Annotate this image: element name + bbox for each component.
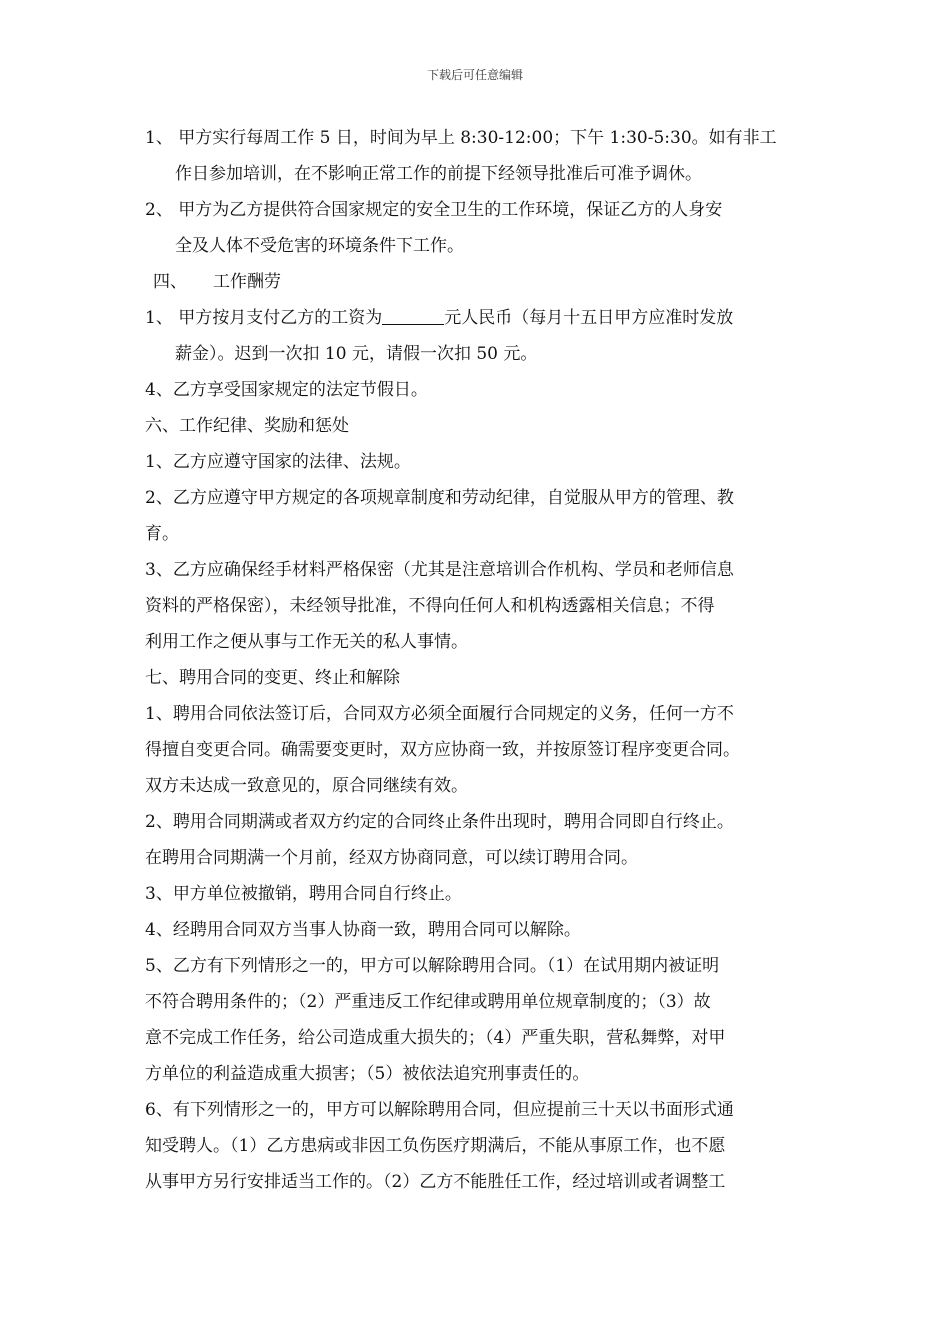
- paragraph-line: 方单位的利益造成重大损害；（5）被依法追究刑事责任的。: [145, 1064, 590, 1084]
- salary-blank-underline: [382, 306, 444, 325]
- paragraph-line: 全及人体不受危害的环境条件下工作。: [175, 236, 464, 256]
- paragraph-line: 3、甲方单位被撤销，聘用合同自行终止。: [145, 884, 462, 904]
- paragraph-line: 薪金）。迟到一次扣 10 元，请假一次扣 50 元。: [175, 344, 538, 364]
- salary-text-before: 1、 甲方按月支付乙方的工资为: [145, 308, 383, 328]
- paragraph-line: 3、乙方应确保经手材料严格保密（尤其是注意培训合作机构、学员和老师信息: [145, 560, 734, 580]
- paragraph-line: 1、乙方应遵守国家的法律、法规。: [145, 452, 411, 472]
- section-heading: 七、聘用合同的变更、终止和解除: [145, 668, 400, 688]
- page-header: 下载后可任意编辑: [426, 68, 523, 82]
- paragraph-line: 资料的严格保密），未经领导批准，不得向任何人和机构透露相关信息；不得: [145, 596, 715, 616]
- paragraph-line: 1、 甲方实行每周工作 5 日，时间为早上 8:30-12:00；下午 1:30-5:30。如有非工: [145, 128, 777, 148]
- paragraph-line: 4、经聘用合同双方当事人协商一致，聘用合同可以解除。: [145, 920, 581, 940]
- paragraph-line: [145, 300, 825, 336]
- paragraph-line: 6、有下列情形之一的，甲方可以解除聘用合同，但应提前三十天以书面形式通: [145, 1100, 734, 1120]
- paragraph-line: 在聘用合同期满一个月前，经双方协商同意，可以续订聘用合同。: [145, 848, 638, 868]
- paragraph-line: 2、聘用合同期满或者双方约定的合同终止条件出现时，聘用合同即自行终止。: [145, 812, 734, 832]
- section-heading: 六、工作纪律、奖励和惩处: [145, 416, 349, 436]
- paragraph-line: 2、 甲方为乙方提供符合国家规定的安全卫生的工作环境，保证乙方的人身安: [145, 200, 723, 220]
- section-heading: [145, 264, 825, 300]
- paragraph-line: 双方未达成一致意见的，原合同继续有效。: [145, 776, 468, 796]
- salary-text-after: 元人民币（每月十五日甲方应准时发放: [444, 308, 734, 328]
- paragraph-line: 知受聘人。（1）乙方患病或非因工负伤医疗期满后，不能从事原工作，也不愿: [145, 1136, 726, 1156]
- paragraph-line: 5、乙方有下列情形之一的，甲方可以解除聘用合同。（1）在试用期内被证明: [145, 956, 720, 976]
- section-title: 工作酬劳: [213, 272, 281, 292]
- paragraph-line: 育。: [145, 524, 179, 544]
- paragraph-line: 2、乙方应遵守甲方规定的各项规章制度和劳动纪律，自觉服从甲方的管理、教: [145, 488, 734, 508]
- paragraph-line: 不符合聘用条件的；（2）严重违反工作纪律或聘用单位规章制度的；（3）故: [145, 992, 711, 1012]
- document-body: [145, 120, 825, 1200]
- paragraph-line: 意不完成工作任务，给公司造成重大损失的；（4）严重失职，营私舞弊，对甲: [145, 1028, 726, 1048]
- paragraph-line: 1、聘用合同依法签订后，合同双方必须全面履行合同规定的义务，任何一方不: [145, 704, 734, 724]
- paragraph-line: 利用工作之便从事与工作无关的私人事情。: [145, 632, 468, 652]
- paragraph-line: 从事甲方另行安排适当工作的。（2）乙方不能胜任工作，经过培训或者调整工: [145, 1172, 726, 1192]
- paragraph-line: 作日参加培训，在不影响正常工作的前提下经领导批准后可准予调休。: [175, 164, 702, 184]
- paragraph-line: 得擅自变更合同。确需要变更时，双方应协商一致，并按原签订程序变更合同。: [145, 740, 740, 760]
- section-number: 四、: [153, 272, 187, 292]
- paragraph-line: 4、乙方享受国家规定的法定节假日。: [145, 380, 428, 400]
